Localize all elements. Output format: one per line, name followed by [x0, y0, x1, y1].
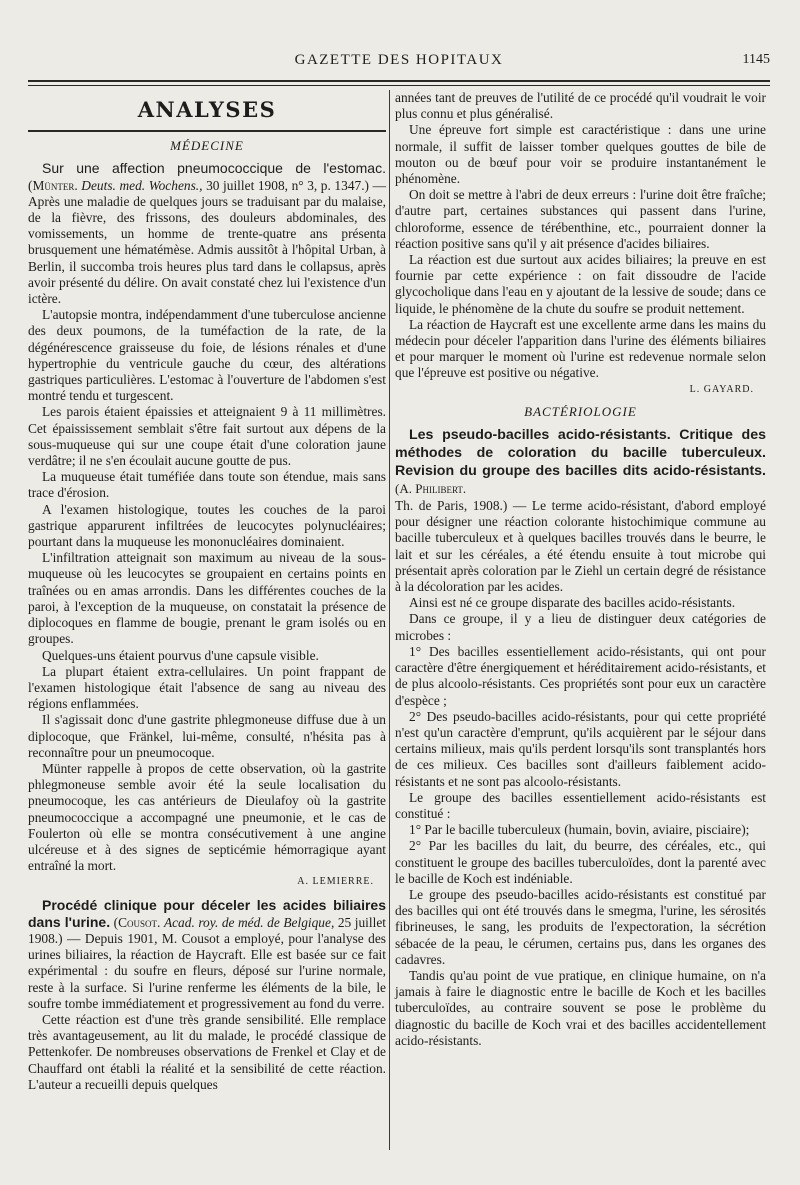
paragraph: 1° Par le bacille tuberculeux (humain, bovin, aviaire, pisciaire); [409, 822, 750, 838]
paragraph: 1° Des bacilles essentiellement acido-résistants, qui ont pour caractère d'être énergiquement et héréditairement acido-résistants, et de plus alcoolo-résistants. Ces propriétés sont pour eux un caractère d'espèce ; [395, 643, 766, 708]
paragraph: Les parois étaient épaissies et atteignaient 9 à 11 millimètres. Cet épaississement semblait s'être fait surtout aux dépens de la sous-muqueuse qui sur une coupe était d'une coloration jaune verdâtre; il ne s'en écoulait aucune goutte de pus. [28, 404, 386, 469]
paragraph: Le groupe des pseudo-bacilles acido-résistants est constitué par des bacilles qui ont été trouvés dans le smegma, l'urine, les sérosités fibrineuses, le sang, les produits de l'expectoration, la sécrétion sébacée de la peau, le cérumen, certains pus, dans les organes des cadavres. [395, 886, 766, 967]
article-author: (Cousot. [113, 914, 161, 930]
article-journal: Deuts. med. Wochens., [81, 177, 203, 193]
header-rule-thin [28, 85, 770, 86]
paragraph: La muqueuse était tuméfiée dans toute son étendue, mais sans trace d'érosion. [28, 469, 386, 501]
article-title: Sur une affection pneumococcique de l'estomac. [42, 160, 386, 177]
paragraph: Il s'agissait donc d'une gastrite phlegmoneuse diffuse due à un diplocoque, que Fränkel, lui-même, consulté, n'hésita pas à reconnaître pour un pneumocoque. [28, 712, 386, 760]
article-body: 30 juillet 1908, n° 3, p. 1347.) — Après une maladie de quelques jours se traduisant par du malaise, de la fièvre, des frissons, des douleurs abdominales, des vomissements, un homme de trente-quatre ans présenta brusquement une hématémèse. Admis aussitôt à l'hôpital Urban, à Berlin, il succomba trois heures plus tard dans le collapsus, après avoir présenté du délire. On avait constaté chez lui l'existence d'un ictère. [28, 177, 386, 307]
article-3-title [395, 426, 766, 498]
article-body: 25 juillet 1908.) — Depuis 1901, M. Cousot a employé, pour l'analyse des urines biliaires, la réaction de Haycraft. Elle est basée sur ce fait expérimental : du soufre en fleurs, déposé sur l'urine normale, reste à la surface. Si l'urine renferme les éléments de la bile, le soufre tombe immédiatement et progressivement au fond du verre. [28, 914, 387, 1011]
paragraph: Ainsi est né ce groupe disparate des bacilles acido-résistants. [409, 595, 736, 611]
paragraph: On doit se mettre à l'abri de deux erreurs : l'urine doit être fraîche; d'autre part, certaines substances qui passent dans l'urine, chloroforme, essence de térébenthine, etc., pourraient donner la réaction positive sans qu'il y ait présence d'acides biliaires. [395, 187, 766, 251]
heading-rule [28, 130, 386, 132]
paragraph: 2° Des pseudo-bacilles acido-résistants, pour qui cette propriété n'est qu'un caractère d'emprunt, qu'ils acquièrent par le séjour dans certains milieux, mais qu'ils perdent lorsqu'ils sont transplantés hors de ces milieux. Ces bacilles sont d'ailleurs faiblement acido-résistants et ne sont pas alcoolo-résistants. [395, 708, 766, 789]
article-author: (A. Philibert. [395, 481, 467, 497]
page-number: 1145 [742, 52, 770, 67]
paragraph: Münter rappelle à propos de cette observation, où la gastrite phlegmoneuse semble avoir été la seule localisation du pneumocoque, les cas antérieurs de Dieulafoy où la gastrite pneumococcique a accompagné une pneumonie, et le cas de Foulerton où elle se montra consécutivement à une angine ulcéreuse et à des signes de septicémie hémorragique ayant entraîné la mort. [28, 760, 386, 874]
article-2 [28, 897, 386, 1012]
article-journal: Acad. roy. de méd. de Belgique, [163, 914, 335, 930]
paragraph: La réaction de Haycraft est une excellente arme dans les mains du médecin pour déceler l'apparition dans l'urine des éléments biliaires et pour marquer le moment où l'urine est redevenue normale selon que l'épreuve est positive ou négative. [395, 316, 766, 381]
paragraph: L'infiltration atteignait son maximum au niveau de la sous-muqueuse où les leucocytes se groupaient en certains points en traînées ou en amas arrondis. Dans les différentes couches de la paroi, à l'exception de la muqueuse, on constatait la présence de diplocoques en flamme de bougie, prenant le gram isolés ou en groupes. [28, 550, 386, 647]
paragraph: Dans ce groupe, il y a lieu de distinguer deux catégories de microbes : [395, 611, 766, 643]
paragraph: Une épreuve fort simple est caractéristique : dans une urine normale, il suffit de laisser tomber quelques gouttes de bile de mouton ou de bœuf pour voir se produire instantanément le phénomène. [395, 122, 766, 187]
column-divider [389, 90, 390, 1150]
left-column [28, 90, 386, 1093]
subsection-heading: MÉDECINE [170, 138, 244, 154]
signature: L. GAYARD. [689, 383, 754, 395]
paragraph: Cette réaction est d'une très grande sensibilité. Elle remplace très avantageusement, au lit du malade, le procédé classique de Pettenkofer. De nombreuses observations de Frenkel et Clay et de Chauffard ont établi la réalité et la sensibilité de cette réaction. L'auteur a recueilli depuis quelques [28, 1011, 386, 1092]
article-body: Th. de Paris, 1908.) — Le terme acido-résistant, d'abord employé pour désigner une réaction colorante histochimique commune au bacille tuberculeux et à quelques bacilles trouvés dans le beurre, le lait et sur les céréales, a été étendu ensuite à tout microbe qui présentait après coloration par le Ziehl un certain degré de résistance à la décoloration par les acides. [395, 498, 766, 595]
paragraph: Quelques-uns étaient pourvus d'une capsule visible. [42, 647, 319, 663]
article-1 [28, 160, 386, 307]
section-heading: ANALYSES [137, 97, 277, 122]
paragraph: La réaction est due surtout aux acides biliaires; la preuve en est fournie par cette expérience : on fait dissoudre de l'acide glycocholique dans l'eau en y ajoutant de la lessive de soude; dans ce liquide, le phénomène de la chute du soufre se produit nettement. [395, 252, 766, 316]
journal-title: GAZETTE DES HOPITAUX [294, 52, 504, 68]
article-author: (Münter. [28, 177, 78, 193]
subsection-heading: BACTÉRIOLOGIE [524, 403, 637, 419]
paragraph: Le groupe des bacilles essentiellement acido-résistants est constitué : [395, 789, 766, 821]
signature: A. LEMIERRE. [297, 876, 374, 888]
paragraph: La plupart étaient extra-cellulaires. Un point frappant de l'examen histologique était l'absence de sang au niveau des régions enflammées. [28, 663, 386, 712]
page-header [28, 48, 770, 72]
paragraph: années tant de preuves de l'utilité de ce procédé qu'il voudrait le voir plus connu et plus généralisé. [395, 90, 766, 122]
paragraph: A l'examen histologique, toutes les couches de la paroi gastrique apparurent infiltrées de leucocytes polynucléaires; pourtant dans la muqueuse les mononucléaires dominaient. [28, 501, 386, 550]
paragraph: 2° Par les bacilles du lait, du beurre, des céréales, etc., qui constituent le groupe des bacilles tuberculoïdes, dont la parenté avec le bacille de Koch est indéniable. [395, 838, 766, 886]
right-column [395, 90, 766, 1049]
article-title: Procédé clinique pour déceler les acides biliaires dans l'urine. [28, 896, 386, 930]
header-rule [28, 80, 770, 82]
paragraph: Tandis qu'au point de vue pratique, en clinique humaine, on n'a jamais à faire le diagnostic entre le bacille de Koch et les bacilles tuberculoïdes, au contraire souvent se pose le problème du diagnostic du bacille de Koch vrai et des bacilles accidentellement acido-résistants. [395, 967, 766, 1048]
article-title: Les pseudo-bacilles acido-résistants. Critique des méthodes de coloration du bacille tuberculeux. Revision du groupe des bacilles dits acido-résistants. [395, 427, 766, 480]
paragraph: L'autopsie montra, indépendamment d'une tuberculose ancienne des deux poumons, de la tuméfaction de la rate, de la dégénérescence graisseuse du foie, de lésions rénales et d'une hypertrophie du ventricule gauche du cœur, des altérations gastriques particulières. L'estomac à l'ouverture de l'abdomen s'est montré tendu et turgescent. [28, 307, 386, 404]
